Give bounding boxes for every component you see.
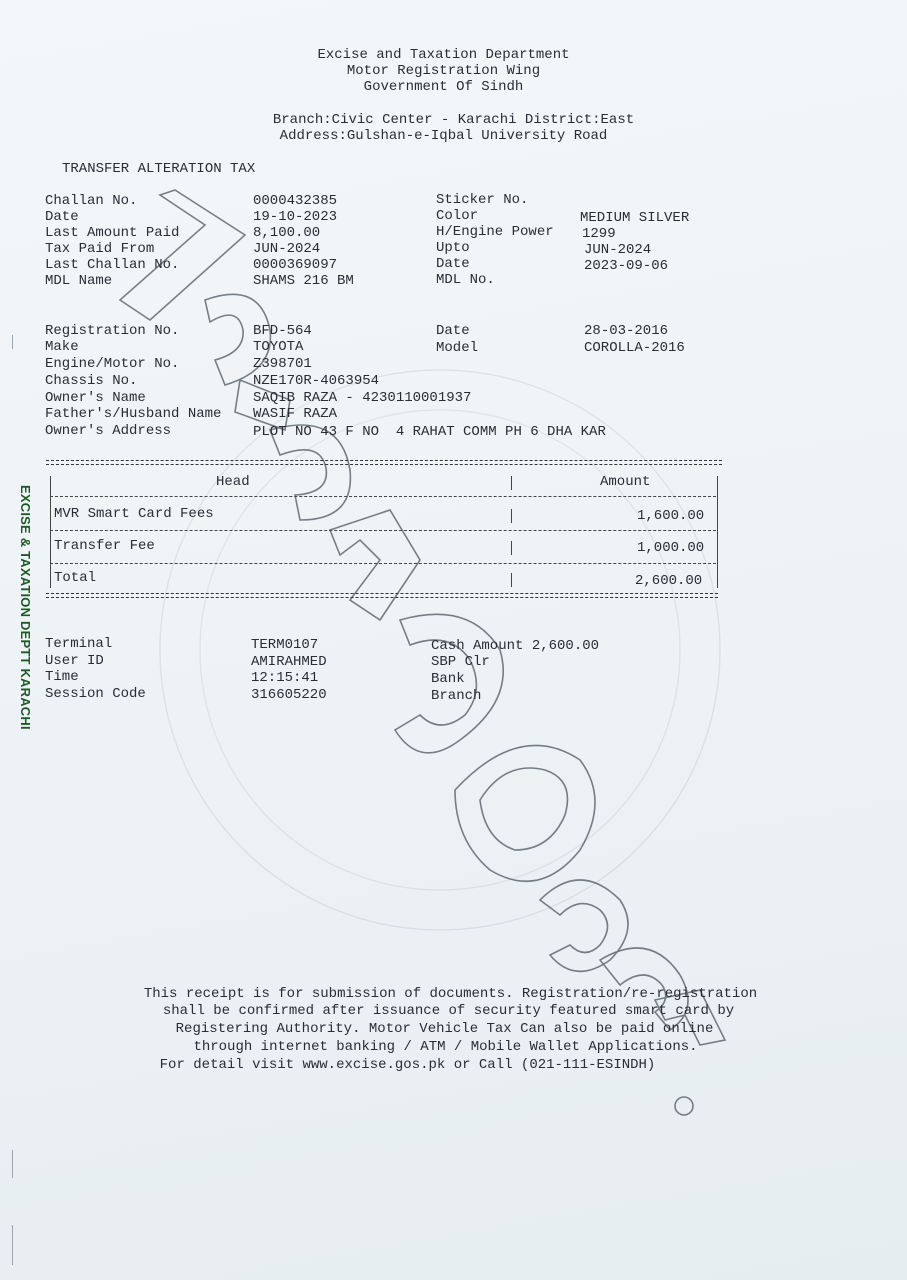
last-amount-label: Last Amount Paid	[45, 225, 180, 241]
margin-mark	[12, 1150, 13, 1178]
challan-date-value: 2023-09-06	[584, 258, 669, 274]
owner-address-label: Owner's Address	[45, 423, 172, 439]
color-label: Color	[436, 208, 479, 224]
address-line: Address:Gulshan-e-Iqbal University Road	[279, 128, 608, 144]
department-title: Excise and Taxation Department	[317, 47, 570, 63]
last-challan-label: Last Challan No.	[45, 257, 180, 273]
row-rule	[50, 563, 716, 564]
sticker-no-label: Sticker No.	[436, 192, 529, 208]
engine-power-value: 1299	[582, 226, 616, 242]
model-value: COROLLA-2016	[584, 340, 685, 356]
tax-paid-from-value: JUN-2024	[253, 241, 321, 257]
table-top-rule	[46, 460, 722, 465]
total-amount: 2,600.00	[635, 573, 703, 589]
last-amount-value: 8,100.00	[253, 225, 321, 241]
model-label: Model	[436, 340, 479, 356]
branch-line: Branch:Civic Center - Karachi District:East	[272, 112, 635, 128]
footer-line: shall be confirmed after issuance of security featured smart card by	[162, 1003, 735, 1019]
date-value: 19-10-2023	[253, 209, 338, 225]
engine-no-label: Engine/Motor No.	[45, 356, 180, 372]
footer-line: For detail visit www.excise.gos.pk or Call (021-111-ESINDH)	[159, 1057, 656, 1073]
make-label: Make	[45, 339, 79, 355]
upto-value: JUN-2024	[584, 242, 652, 258]
section-title: TRANSFER ALTERATION TAX	[62, 161, 256, 177]
engine-power-label: H/Engine Power	[436, 224, 554, 240]
wing-title: Motor Registration Wing	[346, 63, 541, 79]
cash-amount: Cash Amount 2,600.00	[431, 638, 600, 654]
color-value: MEDIUM SILVER	[580, 210, 690, 226]
table-row-amount: 1,600.00	[637, 508, 705, 524]
terminal-label: Terminal	[45, 636, 113, 652]
mdl-no-label: MDL No.	[436, 272, 495, 288]
challan-date-label: Date	[436, 256, 470, 272]
column-divider	[511, 541, 512, 555]
father-name-label: Father's/Husband Name	[45, 406, 222, 422]
make-value: TOYOTA	[253, 339, 304, 355]
column-divider	[511, 509, 512, 523]
branch-label: Branch	[431, 688, 482, 704]
footer-line: Registering Authority. Motor Vehicle Tax Can also be paid online	[175, 1021, 714, 1037]
header-rule	[50, 496, 716, 497]
table-bottom-rule	[46, 593, 718, 598]
footer-line: This receipt is for submission of documents. Registration/re-registration	[143, 986, 758, 1002]
sbp-clr: SBP Clr	[431, 654, 490, 670]
terminal-value: TERM0107	[251, 637, 319, 653]
registration-no-value: BFD-564	[253, 323, 312, 339]
column-divider	[511, 476, 512, 490]
challan-no-value: 0000432385	[253, 193, 338, 209]
row-rule	[50, 530, 716, 531]
user-id-value: AMIRAHMED	[251, 654, 327, 670]
tax-paid-from-label: Tax Paid From	[45, 241, 155, 257]
table-left-border	[50, 476, 51, 588]
chassis-no-value: NZE170R-4063954	[253, 373, 380, 389]
registration-date-value: 28-03-2016	[584, 323, 669, 339]
amount-column-header: Amount	[600, 474, 651, 490]
date-label: Date	[45, 209, 79, 225]
registration-date-label: Date	[436, 323, 470, 339]
upto-label: Upto	[436, 240, 470, 256]
engine-no-value: Z398701	[253, 356, 312, 372]
user-id-label: User ID	[45, 653, 104, 669]
footer-line: through internet banking / ATM / Mobile Wallet Applications.	[193, 1039, 698, 1055]
total-label: Total	[54, 570, 97, 586]
margin-mark	[12, 335, 13, 349]
last-challan-value: 0000369097	[253, 257, 338, 273]
head-column-header: Head	[216, 474, 250, 490]
time-label: Time	[45, 669, 79, 685]
mdl-name-value: SHAMS 216 BM	[253, 273, 354, 289]
table-row-head: MVR Smart Card Fees	[54, 506, 214, 522]
owner-address-value: PLOT NO 43 F NO 4 RAHAT COMM PH 6 DHA KAR	[253, 424, 606, 440]
side-stamp: EXCISE & TAXATION DEPTT KARACHI	[18, 485, 33, 730]
challan-no-label: Challan No.	[45, 193, 138, 209]
mdl-name-label: MDL Name	[45, 273, 113, 289]
bank-label: Bank	[431, 671, 465, 687]
column-divider	[511, 573, 512, 587]
margin-mark	[12, 1225, 13, 1265]
table-row-head: Transfer Fee	[54, 538, 155, 554]
table-row-amount: 1,000.00	[637, 540, 705, 556]
table-right-border	[717, 476, 718, 588]
government-title: Government Of Sindh	[363, 79, 524, 95]
session-code-label: Session Code	[45, 686, 146, 702]
father-name-value: WASIF RAZA	[253, 406, 338, 422]
chassis-no-label: Chassis No.	[45, 373, 138, 389]
time-value: 12:15:41	[251, 670, 319, 686]
registration-no-label: Registration No.	[45, 323, 180, 339]
session-code-value: 316605220	[251, 687, 327, 703]
owner-name-label: Owner's Name	[45, 390, 146, 406]
owner-name-value: SAQIB RAZA - 4230110001937	[253, 390, 472, 406]
